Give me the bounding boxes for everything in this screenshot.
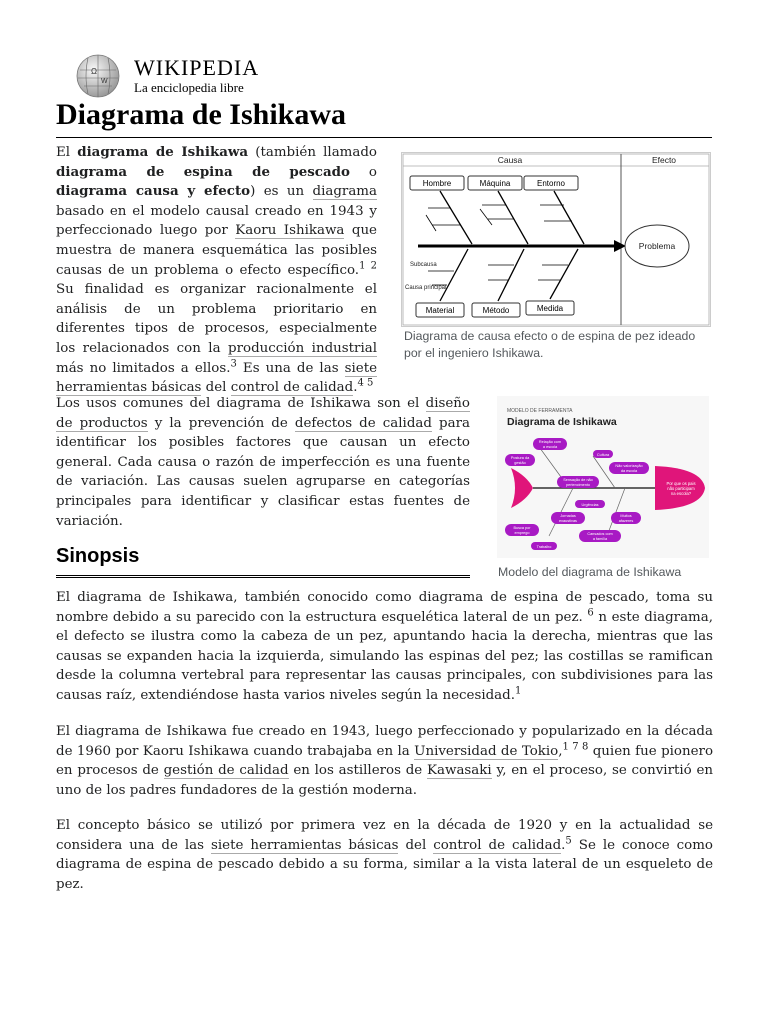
text: El diagrama de Ishikawa fue creado en 1943, luego perfeccionado y popularizado en la década de 1960 por Kaoru Ishikawa cuando trabajaba en la [56, 724, 713, 759]
reference-link[interactable]: 1 [562, 741, 569, 753]
model-box-text: a família [592, 537, 608, 541]
model-box-text: afazeres [618, 519, 634, 523]
ishikawa-model-image [497, 396, 709, 558]
wikipedia-globe-icon [74, 52, 124, 98]
text: para identificar los posibles factores que causan un efecto general. Cada causa o razón de imperfección es una fuente de variación. Las causas suelen agruparse en categorías principales para identificar y clasificar estas fuentes de variación. [56, 415, 470, 529]
bold-term: diagrama causa y efecto [56, 183, 251, 200]
link-produccion-industrial[interactable]: producción industrial [228, 340, 377, 356]
svg-text:Ω: Ω [91, 67, 97, 76]
fishbone-diagram [402, 153, 710, 326]
text: El [56, 145, 78, 160]
label-medida: Medida [536, 304, 564, 313]
model-title: Diagrama de Ishikawa [507, 416, 617, 428]
model-box-text: Jornadas [560, 514, 576, 518]
text: que muestra de manera esquemática las posibles causas de un problema o efecto específico. [56, 223, 377, 278]
reference-link[interactable]: 8 [581, 741, 589, 753]
model-box-text: Relação com [538, 440, 562, 444]
text: del [201, 380, 231, 396]
link-control-calidad[interactable]: control de calidad [433, 837, 562, 853]
link-diagrama[interactable]: diagrama [312, 184, 377, 200]
link-siete-herramientas[interactable]: siete herramientas básicas [210, 837, 399, 853]
model-header-small: MODELO DE FERRAMENTA [507, 408, 573, 414]
model-box-text: Trabalho [536, 545, 552, 549]
sinopsis-paragraph-2 [56, 722, 713, 800]
reference-link[interactable]: 4 [357, 377, 364, 389]
wikipedia-tagline: La enciclopedia libre [134, 80, 244, 95]
label-material: Material [425, 306, 455, 315]
bold-term: diagrama de espina de pescado [56, 163, 350, 180]
page-title: Diagrama de Ishikawa [56, 95, 712, 138]
label-hombre: Hombre [422, 179, 452, 188]
model-box-text: gestão [514, 461, 526, 465]
model-box-text: exaustivas [559, 519, 577, 523]
svg-text:W: W [101, 78, 108, 85]
wikipedia-wordmark: WIKIPEDIA [134, 55, 260, 80]
link-defectos-calidad[interactable]: defectos de calidad [294, 415, 432, 431]
model-box-text: Busca por [513, 526, 531, 530]
link-diseno-productos[interactable]: diseño de productos [56, 396, 470, 431]
sinopsis-paragraph-3 [56, 816, 713, 894]
figure1-caption: Diagrama de causa efecto o de espina de pez ideado por el ingeniero Ishikawa. [404, 329, 696, 360]
text: y la prevención de [147, 415, 295, 431]
label-efecto: Efecto [651, 155, 677, 165]
text: o [349, 164, 377, 180]
model-head-line3: na escola? [670, 491, 692, 496]
link-siete-herramientas[interactable]: siete herramientas básicas [56, 360, 378, 396]
reference-link[interactable]: 2 [370, 260, 377, 272]
ishikawa-model-figure[interactable] [497, 396, 709, 558]
text: más no limitados a ellos. [56, 360, 231, 376]
model-box-text: Muitos [620, 514, 632, 518]
model-head-line1: Por que os pais [666, 481, 696, 486]
section-heading-sinopsis: Sinopsis [56, 543, 470, 578]
label-maquina: Máquina [479, 179, 511, 188]
intro-paragraph [56, 143, 377, 398]
reference-link[interactable]: 6 [587, 607, 594, 619]
model-box-text: da escola [620, 469, 638, 473]
uses-paragraph [56, 394, 470, 531]
text: Su finalidad es organizar racionalmente el análisis de un problema prioritario en diferentes tipos de procesos, especialmente los relacionados con la [56, 282, 377, 356]
text: y, en el proceso, se convirtió en uno de los padres fundadores de la gestión moderna. [56, 763, 714, 798]
text: basado en el modelo causal creado en 1943 y perfeccionado luego por [56, 203, 377, 239]
reference-link[interactable]: 7 [572, 741, 579, 753]
model-head-line2: não participam [667, 486, 695, 491]
text: . [561, 837, 566, 853]
label-problema: Problema [638, 241, 676, 251]
model-box-text: a escola [542, 445, 558, 449]
model-box-text: Sensação de não [563, 478, 593, 482]
link-control-calidad[interactable]: control de calidad [230, 380, 354, 396]
text: Se le conoce como diagrama de espina de pescado debido a su forma, similar a la vista lateral de un esqueleto de pez. [56, 837, 713, 892]
text: en los astilleros de [288, 763, 427, 779]
model-box-text: Cultura [596, 453, 610, 457]
text: n este diagrama, el defecto se ilustra como la cabeza de un pez, apuntando hacia la derecha, mientras que las causas se expanden hacia la izquierda, simulando las espinas del pez; las costillas se ramifican desde la columna vertebral para representar las causas principales, con subdivisiones para las causas raíz, extendiéndose hasta varios niveles según la necesidad. [56, 609, 713, 703]
reference-link[interactable]: 3 [230, 358, 237, 370]
text: ) es un [250, 184, 313, 200]
model-box-text: Cansados com [587, 532, 613, 536]
sinopsis-paragraph-1 [56, 588, 713, 706]
model-box-text: emprego [514, 531, 530, 535]
reference-link[interactable]: 1 [514, 685, 522, 697]
text: (también llamado [248, 145, 377, 160]
bold-term: diagrama de Ishikawa [77, 144, 249, 160]
label-metodo: Método [482, 306, 510, 315]
link-kawasaki[interactable]: Kawasaki [427, 763, 492, 779]
text: El diagrama de Ishikawa, también conocido como diagrama de espina de pescado, toma su nombre debido a su parecido con la estructura esquelética lateral de un pez. [56, 590, 713, 625]
model-box-text: Urgências [581, 503, 599, 507]
label-subcausa: Subcausa [410, 262, 437, 268]
reference-link[interactable]: 5 [367, 377, 374, 389]
link-universidad-tokio[interactable]: Universidad de Tokio [414, 743, 559, 759]
text: , [558, 743, 563, 759]
figure2-caption: Modelo del diagrama de Ishikawa [498, 565, 682, 579]
link-kaoru-ishikawa[interactable]: Kaoru Ishikawa [235, 223, 345, 239]
fishbone-diagram-figure[interactable] [401, 152, 711, 327]
model-box-text: pertencimento [565, 483, 591, 487]
label-causa-principal: Causa principal [405, 285, 447, 291]
model-box-text: Postura da [510, 456, 530, 460]
link-gestion-calidad[interactable]: gestión de calidad [163, 763, 289, 779]
text: quien fue pionero en procesos de [56, 743, 714, 779]
reference-link[interactable]: 5 [565, 835, 572, 847]
reference-link[interactable]: 1 [359, 260, 366, 272]
label-entorno: Entorno [536, 179, 566, 188]
text: Los usos comunes del diagrama de Ishikawa son el [56, 396, 426, 411]
text: . [353, 380, 358, 396]
text: Es una de las [236, 360, 345, 376]
text: El concepto básico se utilizó por primera vez en la década de 1920 y en la actualidad se considera una de las [56, 818, 713, 853]
text: del [398, 837, 434, 853]
label-causa: Causa [497, 155, 523, 165]
model-box-text: Não valorização [615, 464, 643, 468]
